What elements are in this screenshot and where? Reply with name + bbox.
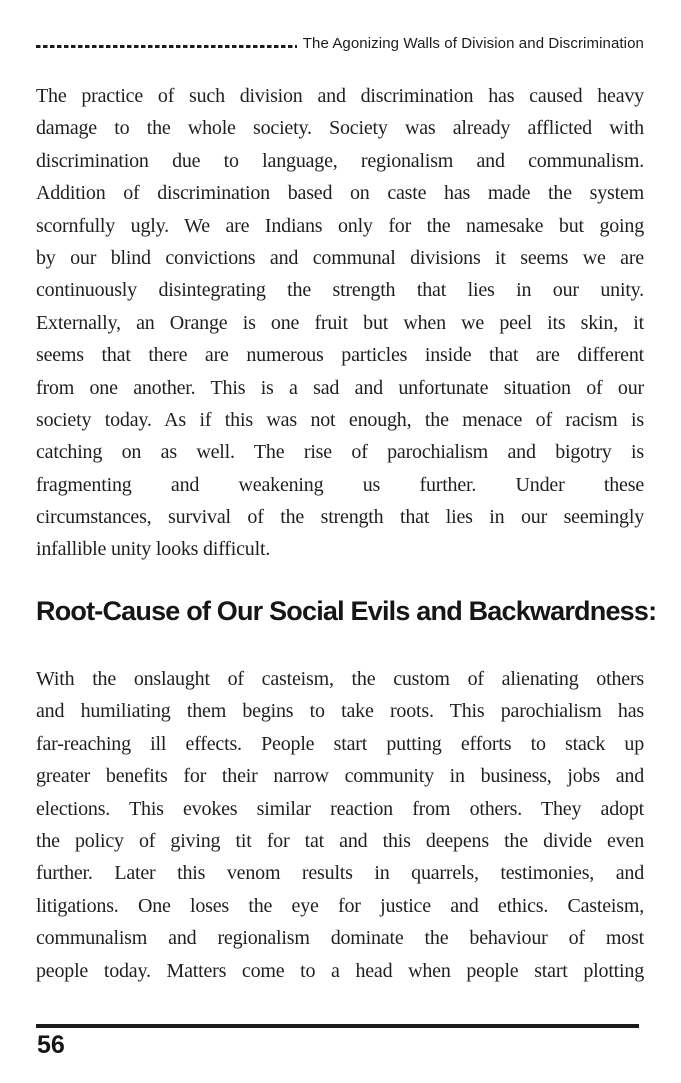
- running-title: The Agonizing Walls of Division and Discrimination: [302, 35, 644, 52]
- text-line: greater benefits for their narrow community in business, jobs and: [36, 765, 644, 788]
- section-heading: Root-Cause of Our Social Evils and Backwardness:: [36, 596, 657, 626]
- text-line: far-reaching ill effects. People start putting efforts to stack up: [36, 732, 644, 755]
- text-line: the policy of giving tit for tat and this deepens the divide even: [36, 829, 644, 852]
- text-line: With the onslaught of casteism, the custom of alienating others: [36, 668, 644, 690]
- text-line: by our blind convictions and communal divisions it seems we are: [36, 246, 644, 269]
- text-line: scornfully ugly. We are Indians only for the namesake but going: [36, 214, 644, 237]
- footer-rule: [36, 1024, 639, 1028]
- header-dashed-rule: [36, 45, 297, 48]
- text-line: and humiliating them begins to take roots. This parochialism has: [36, 700, 644, 723]
- page-number: 56: [37, 1031, 65, 1059]
- page-header: [36, 35, 644, 52]
- text-line: Externally, an Orange is one fruit but when we peel its skin, it: [36, 311, 644, 334]
- paragraph-1: [36, 80, 644, 566]
- text-line: seems that there are numerous particles inside that are different: [36, 344, 644, 367]
- text-line: further. Later this venom results in quarrels, testimonies, and: [36, 862, 644, 885]
- paragraph-2: [36, 663, 644, 987]
- text-line: Addition of discrimination based on caste has made the system: [36, 182, 644, 205]
- text-line: discrimination due to language, regionalism and communalism.: [36, 149, 644, 172]
- text-line: infallible unity looks difficult.: [36, 538, 271, 561]
- text-line: litigations. One loses the eye for justice and ethics. Casteism,: [36, 894, 644, 917]
- text-line: fragmenting and weakening us further. Under these: [36, 473, 644, 496]
- text-line: continuously disintegrating the strength that lies in our unity.: [36, 279, 644, 302]
- text-line: communalism and regionalism dominate the behaviour of most: [36, 927, 644, 950]
- text-line: circumstances, survival of the strength that lies in our seemingly: [36, 506, 644, 529]
- text-line: elections. This evokes similar reaction from others. They adopt: [36, 797, 644, 820]
- text-line: society today. As if this was not enough, the menace of racism is: [36, 408, 644, 431]
- text-line: damage to the whole society. Society was already afflicted with: [36, 117, 644, 140]
- text-line: catching on as well. The rise of parochialism and bigotry is: [36, 441, 644, 464]
- text-line: people today. Matters come to a head when people start plotting: [36, 959, 644, 982]
- text-line: from one another. This is a sad and unfortunate situation of our: [36, 376, 644, 399]
- text-line: The practice of such division and discrimination has caused heavy: [36, 85, 644, 107]
